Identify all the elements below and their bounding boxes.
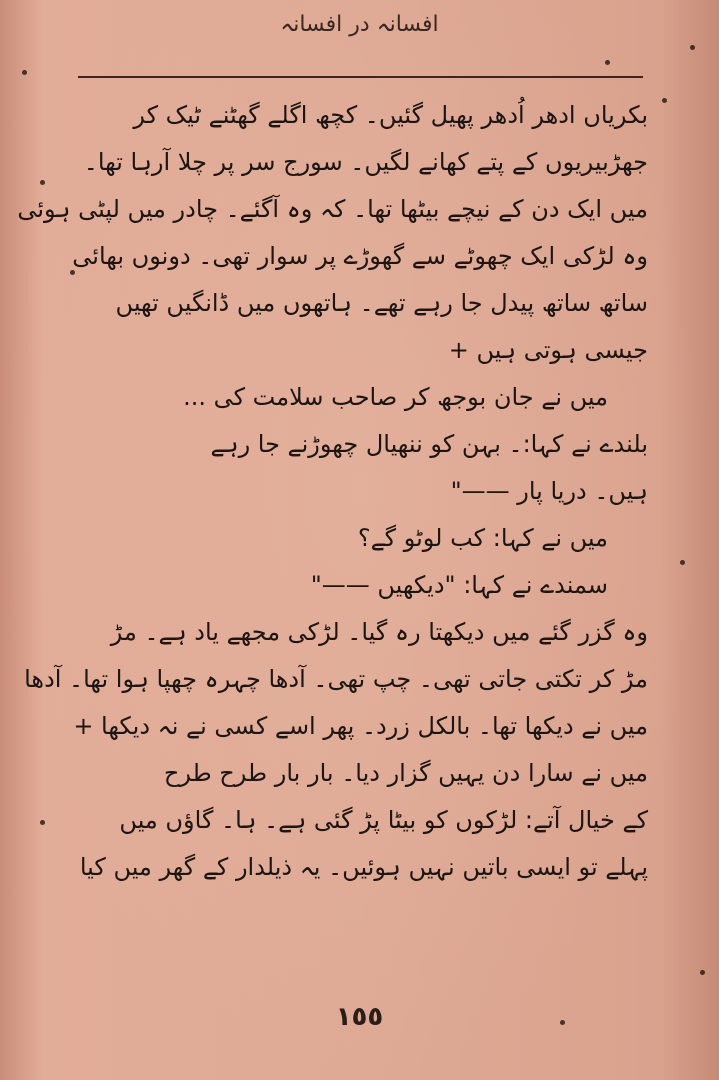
text-line: میں نے سارا دن یہیں گزار دیا۔ بار بار طرح طرح xyxy=(163,759,648,787)
text-line: سمندے نے کہا: "دیکھیں ——" xyxy=(310,571,608,599)
page-number: ١٥٥ xyxy=(335,1002,384,1032)
text-line: بکریاں ادھر اُدھر پھیل گئیں۔ کچھ اگلے گھٹنے ٹیک کر xyxy=(133,101,648,129)
ink-speck xyxy=(70,270,75,275)
ink-speck xyxy=(700,970,705,975)
ink-speck xyxy=(22,70,27,75)
ink-speck xyxy=(605,60,610,65)
text-line: ہیں۔ دریا پار ——" xyxy=(450,477,648,505)
ink-speck xyxy=(40,820,45,825)
text-line: کے خیال آتے: لڑکوں کو بیٹا پڑ گئی ہے۔ ہا۔ گاؤں میں xyxy=(119,806,648,834)
ink-speck xyxy=(40,180,45,185)
header-rule xyxy=(78,76,643,78)
ink-speck xyxy=(662,98,667,103)
text-line: جھڑبیریوں کے پتے کھانے لگیں۔ سورج سر پر چلا آرہا تھا۔ xyxy=(83,148,648,176)
text-line: وہ لڑکی ایک چھوٹے سے گھوڑے پر سوار تھی۔ دونوں بھائی xyxy=(72,242,648,270)
text-line: پہلے تو ایسی باتیں نہیں ہوئیں۔ یہ ذیلدار کے گھر میں کیا xyxy=(79,853,648,881)
text-line: مڑ کر تکتی جاتی تھی۔ چپ تھی۔ آدھا چہرہ چھپا ہوا تھا۔ آدھا xyxy=(24,665,648,693)
running-header: افسانہ در افسانہ xyxy=(280,12,439,37)
ink-speck xyxy=(680,560,685,565)
text-line: وہ گزر گئے میں دیکھتا رہ گیا۔ لڑکی مجھے یاد ہے۔ مڑ xyxy=(110,618,648,646)
body-text xyxy=(17,92,648,891)
ink-speck xyxy=(560,1020,565,1025)
text-line: میں ایک دن کے نیچے بیٹھا تھا۔ کہ وہ آگئے۔ چادر میں لپٹی ہوئی xyxy=(17,195,648,223)
text-line: میں نے کہا: کب لوٹو گے؟ xyxy=(357,524,608,552)
ink-speck xyxy=(690,45,695,50)
text-line: ساتھ ساتھ پیدل جا رہے تھے۔ ہاتھوں میں ڈانگیں تھیں xyxy=(115,289,648,317)
text-line: جیسی ہوتی ہیں + xyxy=(448,336,648,364)
text-line: بلندے نے کہا:۔ بہن کو ننھیال چھوڑنے جا رہے xyxy=(210,430,648,458)
text-line: میں نے دیکھا تھا۔ بالکل زرد۔ پھر اسے کسی نے نہ دیکھا + xyxy=(73,712,648,740)
text-line: میں نے جان بوجھ کر صاحب سلامت کی ... xyxy=(183,383,608,411)
